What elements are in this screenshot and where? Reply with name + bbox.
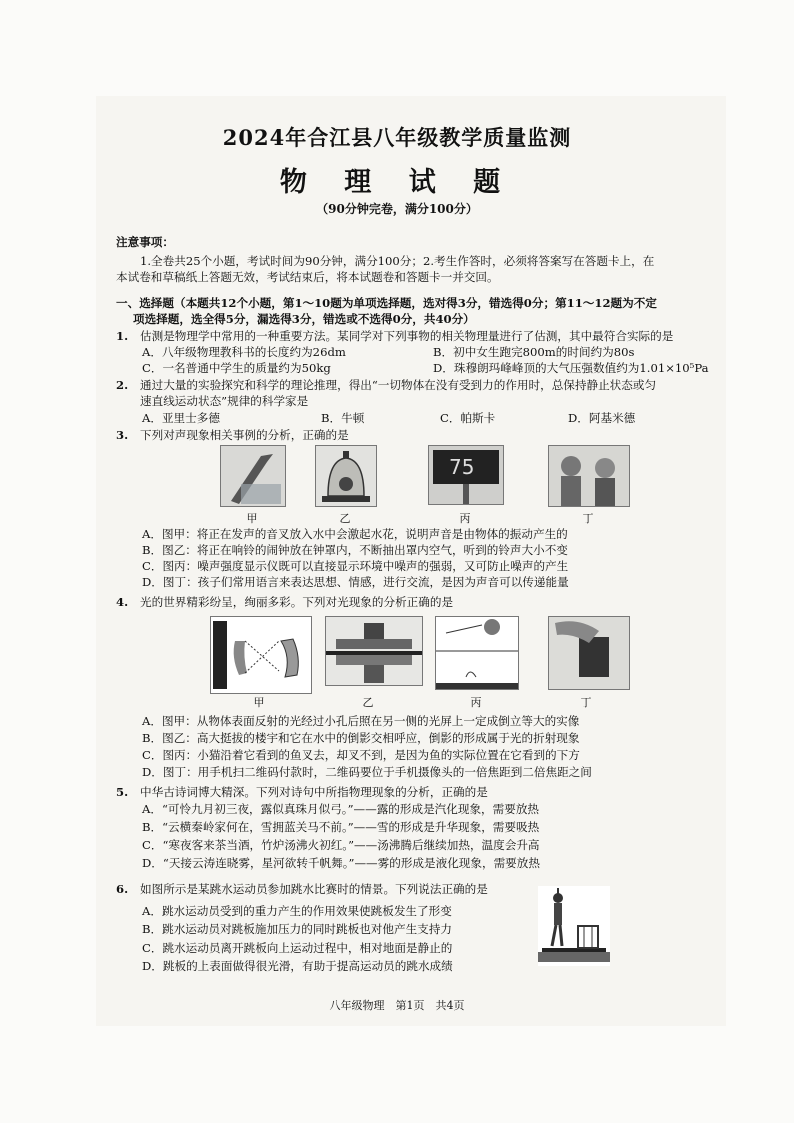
q3-figure-noise-display: [428, 445, 504, 505]
q4-figure-reflection: [325, 616, 423, 686]
q3-stem: 下列对声现象相关事例的分析，正确的是: [140, 428, 349, 442]
q3-figure-bell-jar: [315, 445, 377, 507]
q4-figure-qr-scan: [548, 616, 630, 690]
q5-number: 5.: [116, 785, 129, 799]
q5-option-c: C．“寒夜客来茶当酒，竹炉汤沸火初红。”——汤沸腾后继续加热，温度会升高: [142, 838, 540, 852]
subject-title: 物 理 试 题: [279, 167, 515, 198]
qr-scan-icon: [549, 617, 629, 689]
cat-fishing-icon: [436, 617, 518, 689]
pinhole-camera-icon: [211, 617, 311, 693]
q4-option-a: A．图甲：从物体表面反射的光经过小孔后照在另一侧的光屏上一定成倒立等大的实像: [142, 714, 580, 728]
q2-stem-2: 速直线运动状态”规律的科学家是: [140, 394, 309, 408]
q6-stem: 如图所示是某跳水运动员参加跳水比赛时的情景。下列说法正确的是: [140, 882, 488, 896]
noise-reading: 75: [449, 455, 475, 479]
noise-meter-icon: [429, 446, 503, 504]
q3-option-b: B．图乙：将正在响铃的闹钟放在钟罩内，不断抽出罩内空气，听到的铃声大小不变: [142, 543, 568, 557]
q6-option-d: D．跳板的上表面做得很光滑，有助于提高运动员的跳水成绩: [142, 959, 453, 973]
q3-option-a: A．图甲：将正在发声的音叉放入水中会激起水花，说明声音是由物体的振动产生的: [142, 527, 568, 541]
q5-stem: 中华古诗词博大精深。下列对诗句中所指物理现象的分析，正确的是: [140, 785, 488, 799]
q4-option-b: B．图乙：高大挺拔的楼宇和它在水中的倒影交相呼应，倒影的形成属于光的折射现象: [142, 731, 580, 745]
q2-option-d: D．阿基米德: [568, 411, 636, 425]
q1-number: 1.: [116, 329, 129, 343]
children-talking-icon: [549, 446, 629, 506]
q3-figure-tuning-fork: [220, 445, 286, 507]
q2-option-c: C．帕斯卡: [440, 411, 496, 425]
q6-option-a: A．跳水运动员受到的重力产生的作用效果使跳板发生了形变: [142, 904, 452, 918]
q1-option-d: D．珠穆朗玛峰峰顶的大气压强数值约为1.01×10⁵Pa: [433, 361, 709, 375]
q1-option-b: B．初中女生跑完800m的时间约为80s: [433, 345, 635, 359]
q4-label-ding: 丁: [580, 696, 592, 709]
q3-label-bing: 丙: [459, 512, 471, 525]
q3-label-yi: 乙: [339, 512, 351, 525]
q2-stem-1: 通过大量的实验探究和科学的理论推理，得出“一切物体在没有受到力的作用时，总保持静止状态或匀: [140, 378, 657, 392]
section-heading-line-2: 项选择题，选全得5分，漏选得3分，错选或不选得0分，共40分）: [133, 312, 475, 326]
notice-heading: 注意事项：: [116, 235, 174, 249]
q1-stem: 估测是物理学中常用的一种重要方法。某同学对下列事物的相关物理量进行了估测，其中最符合实际的是: [140, 329, 674, 343]
q4-figure-cat-fishing: [435, 616, 519, 690]
q6-figure-diver: [538, 886, 610, 966]
q4-stem: 光的世界精彩纷呈，绚丽多彩。下列对光现象的分析正确的是: [140, 595, 454, 609]
bell-jar-icon: [316, 446, 376, 506]
q5-option-b: B．“云横秦岭家何在，雪拥蓝关马不前。”——雪的形成是升华现象，需要吸热: [142, 820, 540, 834]
exam-title: 2024年合江县八年级教学质量监测: [222, 125, 572, 150]
q3-label-ding: 丁: [582, 512, 594, 525]
section-heading-line-1: 一、选择题（本题共12个小题，第1～10题为单项选择题，选对得3分，错选得0分；第11～12题为不定: [116, 296, 657, 310]
q5-option-a: A．“可怜九月初三夜，露似真珠月似弓。”——露的形成是汽化现象，需要放热: [142, 802, 540, 816]
exam-duration-note: （90分钟完卷，满分100分）: [316, 202, 478, 216]
notice-line-1: 1.全卷共25个小题，考试时间为90分钟，满分100分；2.考生作答时，必须将答案写在答题卡上，在: [140, 254, 655, 268]
q3-option-c: C．图丙：噪声强度显示仪既可以直接显示环境中噪声的强弱，又可防止噪声的产生: [142, 559, 569, 573]
q4-label-yi: 乙: [362, 696, 374, 709]
notice-line-2: 本试卷和草稿纸上答题无效，考试结束后，将本试题卷和答题卡一并交回。: [116, 270, 499, 284]
q4-option-c: C．图丙：小猫沿着它看到的鱼叉去，却叉不到，是因为鱼的实际位置在它看到的下方: [142, 748, 580, 762]
q6-option-b: B．跳水运动员对跳板施加压力的同时跳板也对他产生支持力: [142, 922, 452, 936]
q4-label-jia: 甲: [253, 696, 265, 709]
q2-number: 2.: [116, 378, 129, 392]
q5-option-d: D．“天接云涛连晓雾，星河欲转千帆舞。”——雾的形成是液化现象，需要放热: [142, 856, 540, 870]
q3-number: 3.: [116, 428, 129, 442]
q2-option-b: B．牛顿: [321, 411, 365, 425]
q6-option-c: C．跳水运动员离开跳板向上运动过程中，相对地面是静止的: [142, 941, 453, 955]
q3-option-d: D．图丁：孩子们常用语言来表达思想、情感，进行交流，是因为声音可以传递能量: [142, 575, 569, 589]
page-footer: 八年级物理 第1页 共4页: [329, 999, 465, 1012]
q4-label-bing: 丙: [470, 696, 482, 709]
building-reflection-icon: [326, 617, 422, 685]
q1-option-c: C．一名普通中学生的质量约为50kg: [142, 361, 331, 375]
q3-figure-children-talking: [548, 445, 630, 507]
q1-option-a: A．八年级物理教科书的长度约为26dm: [142, 345, 346, 359]
q6-number: 6.: [116, 882, 129, 896]
tuning-fork-icon: [221, 446, 285, 506]
q4-number: 4.: [116, 595, 129, 609]
q3-label-jia: 甲: [246, 512, 258, 525]
q4-figure-pinhole: [210, 616, 312, 694]
q2-option-a: A．亚里士多德: [142, 411, 220, 425]
diver-icon: [538, 886, 610, 966]
q4-option-d: D．图丁：用手机扫二维码付款时，二维码要位于手机摄像头的一倍焦距到二倍焦距之间: [142, 765, 592, 779]
